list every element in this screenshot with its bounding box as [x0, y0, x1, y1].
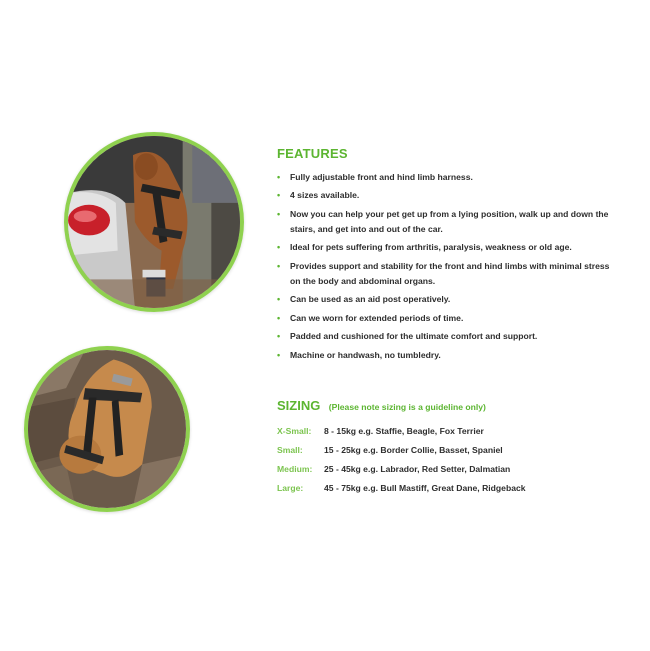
dog-harness-top-photo [24, 346, 190, 512]
dog-car-photo [64, 132, 244, 312]
size-text: 15 - 25kg e.g. Border Collie, Basset, Spaniel [324, 444, 503, 455]
list-item: • Now you can help your pet get up from a lying position, walk up and down the stairs, and get into and out of the car. [277, 208, 609, 234]
sizing-title: SIZING [277, 398, 321, 413]
size-row-xsmall [277, 421, 526, 440]
size-label: Small: [277, 444, 303, 455]
list-item: • 4 sizes available. [277, 188, 617, 203]
bullet-icon: • [277, 172, 281, 182]
size-label: Medium: [277, 463, 313, 474]
bullet-icon: • [277, 190, 281, 201]
size-label: X-Small: [277, 425, 312, 436]
bullet-icon: • [277, 349, 281, 360]
size-text: 8 - 15kg e.g. Staffie, Beagle, Fox Terrier [324, 425, 484, 436]
list-item: • Ideal for pets suffering from arthritis, paralysis, weakness or old age. [277, 240, 617, 255]
features-title: FEATURES [277, 146, 348, 161]
sizing-heading [277, 397, 486, 415]
list-item: • Machine or handwash, no tumbledry. [277, 348, 617, 363]
list-item: • Fully adjustable front and hind limb harness. [277, 170, 617, 185]
size-text: 25 - 45kg e.g. Labrador, Red Setter, Dalmatian [324, 463, 511, 474]
size-row-large [277, 478, 526, 497]
bullet-icon: • [277, 208, 281, 219]
list-item: • Can be used as an aid post operatively. [277, 292, 617, 307]
list-item: • Provides support and stability for the front and hind limbs with minimal stress on the body and abdominal organs. [277, 260, 610, 286]
bullet-icon: • [277, 331, 281, 342]
bullet-icon: • [277, 242, 281, 253]
sizing-table [277, 421, 526, 497]
size-label: Large: [277, 482, 304, 493]
list-item: • Padded and cushioned for the ultimate comfort and support. [277, 329, 617, 344]
bullet-icon: • [277, 312, 281, 323]
bullet-icon: • [277, 260, 281, 271]
features-list [277, 170, 617, 366]
size-row-medium [277, 459, 526, 478]
size-text: 45 - 75kg e.g. Bull Mastiff, Great Dane, Ridgeback [324, 482, 526, 493]
bullet-icon: • [277, 294, 281, 305]
list-item: • Can we worn for extended periods of time. [277, 311, 617, 326]
size-row-small [277, 440, 526, 459]
sizing-note: (Please note sizing is a guideline only) [328, 402, 486, 412]
